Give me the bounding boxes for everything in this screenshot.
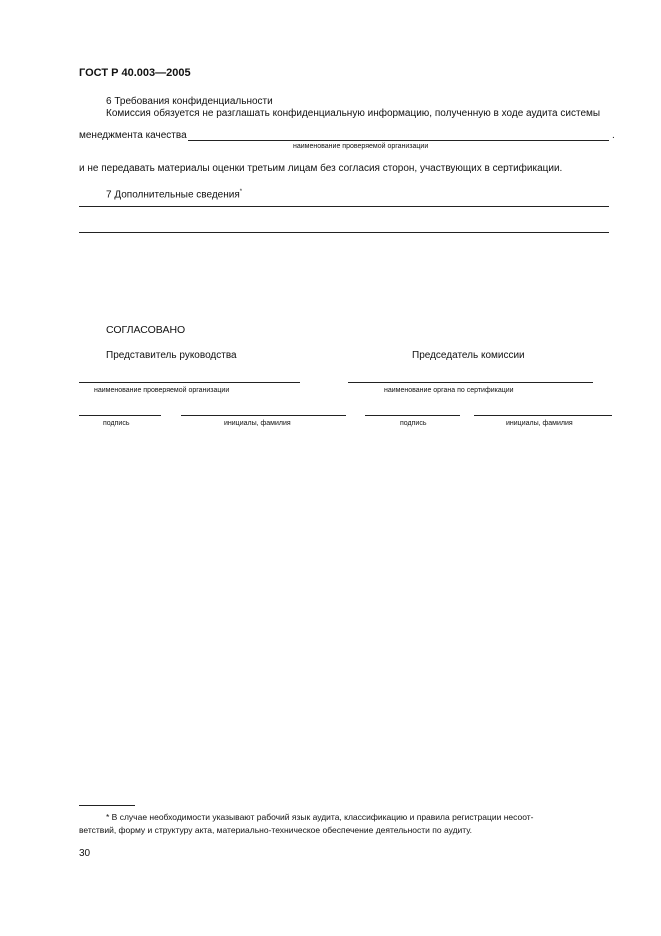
left-organization-field (79, 382, 300, 383)
right-organization-caption: наименование органа по сертификации (384, 387, 514, 394)
footnote-line2: ветствий, форму и структуру акта, материально-техническое обеспечение деятельности по аудиту. (79, 825, 473, 835)
left-organization-caption: наименование проверяемой организации (94, 387, 230, 394)
section-6-text-line2: менеджмента качества (79, 130, 187, 141)
left-name-caption: инициалы, фамилия (224, 420, 291, 427)
section-7-heading (106, 186, 242, 201)
organization-name-caption: наименование проверяемой организации (293, 143, 429, 150)
section-7-heading-text: 7 Дополнительные сведения (106, 189, 240, 201)
section-6-text-line1: Комиссия обязуется не разглашать конфиденциальную информацию, полученную в ходе аудита системы (106, 108, 601, 119)
right-role-label: Председатель комиссии (412, 350, 525, 361)
section-6-period: . (612, 130, 615, 141)
section-6-heading: 6 Требования конфиденциальности (106, 96, 273, 107)
right-organization-field (348, 382, 593, 383)
right-signature-field (365, 415, 460, 416)
footnote-separator (79, 805, 135, 806)
left-signature-field (79, 415, 161, 416)
left-name-field (181, 415, 346, 416)
right-name-caption: инициалы, фамилия (506, 420, 573, 427)
right-signature-caption: подпись (400, 420, 427, 427)
additional-info-line-2 (79, 232, 609, 233)
section-6-text-line3: и не передавать материалы оценки третьим лицам без согласия сторон, участвующих в сертификации. (79, 163, 563, 174)
organization-name-field (188, 140, 609, 141)
left-signature-caption: подпись (103, 420, 130, 427)
footnote-reference: * (239, 189, 243, 195)
approval-title: СОГЛАСОВАНО (106, 324, 186, 336)
additional-info-line-1 (79, 206, 609, 207)
page-number: 30 (79, 848, 91, 859)
right-name-field (474, 415, 612, 416)
document-header: ГОСТ Р 40.003—2005 (79, 67, 191, 79)
footnote-line1: * В случае необходимости указывают рабочий язык аудита, классификацию и правила регистрации несоот- (106, 812, 534, 822)
left-role-label: Представитель руководства (106, 350, 237, 361)
